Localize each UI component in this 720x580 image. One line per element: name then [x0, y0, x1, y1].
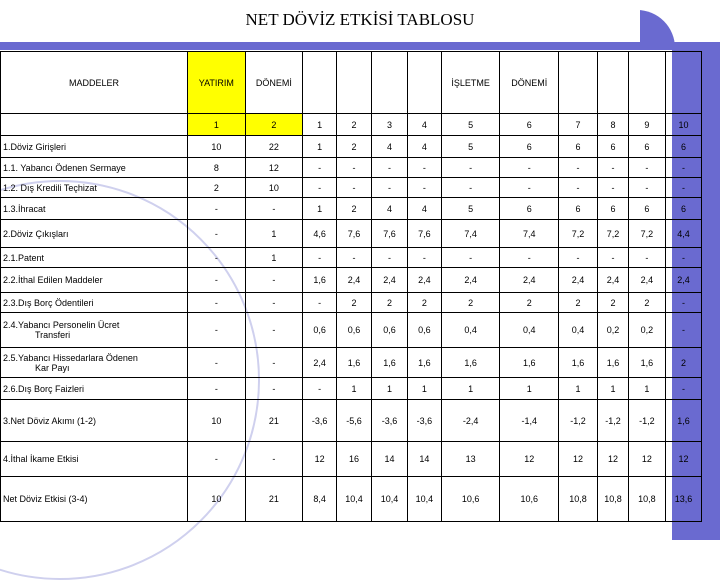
value-cell: -3,6 — [303, 400, 337, 442]
value-cell: - — [372, 248, 408, 268]
value-cell: 1 — [372, 378, 408, 400]
value-cell: 7,2 — [559, 220, 598, 248]
row-label: 2.2.İthal Edilen Maddeler — [1, 268, 188, 293]
value-cell: 12 — [665, 442, 701, 477]
value-cell: 10 — [188, 400, 246, 442]
row-label: 2.6.Dış Borç Faizleri — [1, 378, 188, 400]
value-cell: 2 — [372, 293, 408, 313]
period-cell: 2 — [245, 114, 303, 136]
table-row — [1, 313, 702, 348]
value-cell: - — [188, 220, 246, 248]
value-cell: 6 — [628, 136, 665, 158]
value-cell: - — [407, 178, 441, 198]
value-cell: -3,6 — [407, 400, 441, 442]
value-cell: 2,4 — [559, 268, 598, 293]
value-cell: 16 — [337, 442, 372, 477]
value-cell: 2,4 — [337, 268, 372, 293]
value-cell: 1,6 — [559, 348, 598, 378]
value-cell: 7,2 — [598, 220, 629, 248]
value-cell: - — [245, 378, 303, 400]
value-cell: 1,6 — [500, 348, 559, 378]
value-cell: - — [372, 178, 408, 198]
table-row — [1, 348, 702, 378]
value-cell: 6 — [598, 136, 629, 158]
value-cell: - — [337, 178, 372, 198]
value-cell: 2,4 — [598, 268, 629, 293]
value-cell: 10,4 — [337, 477, 372, 522]
table-row — [1, 198, 702, 220]
value-cell: 1,6 — [628, 348, 665, 378]
value-cell: 2 — [628, 293, 665, 313]
value-cell: 1 — [500, 378, 559, 400]
header-donemi-2: DÖNEMİ — [500, 52, 559, 114]
value-cell: - — [245, 313, 303, 348]
value-cell: 0,6 — [372, 313, 408, 348]
value-cell: 2,4 — [441, 268, 500, 293]
value-cell: - — [665, 178, 701, 198]
value-cell: -3,6 — [372, 400, 408, 442]
value-cell: 2 — [559, 293, 598, 313]
table-row — [1, 136, 702, 158]
value-cell: - — [245, 293, 303, 313]
period-cell: 9 — [628, 114, 665, 136]
row-label: 1.Döviz Girişleri — [1, 136, 188, 158]
value-cell: -1,2 — [559, 400, 598, 442]
value-cell: 1 — [245, 220, 303, 248]
value-cell: - — [665, 378, 701, 400]
value-cell: 12 — [500, 442, 559, 477]
row-label: 1.2. Dış Kredili Teçhizat — [1, 178, 188, 198]
value-cell: 2 — [337, 293, 372, 313]
value-cell: -1,2 — [628, 400, 665, 442]
value-cell: - — [188, 442, 246, 477]
table-row — [1, 248, 702, 268]
value-cell: 2,4 — [303, 348, 337, 378]
value-cell: 2 — [441, 293, 500, 313]
period-cell: 8 — [598, 114, 629, 136]
value-cell: 2 — [598, 293, 629, 313]
value-cell: - — [559, 158, 598, 178]
value-cell: - — [500, 248, 559, 268]
table-row — [1, 293, 702, 313]
value-cell: 14 — [372, 442, 408, 477]
row-label: 2.4.Yabancı Personelin Ücret Transferi — [1, 313, 188, 348]
row-label: 2.1.Patent — [1, 248, 188, 268]
value-cell: 12 — [559, 442, 598, 477]
value-cell: -1,2 — [598, 400, 629, 442]
value-cell: 1,6 — [372, 348, 408, 378]
value-cell: 4,6 — [303, 220, 337, 248]
header-yatirim: YATIRIM — [188, 52, 246, 114]
value-cell: 10 — [188, 477, 246, 522]
value-cell: 2 — [500, 293, 559, 313]
value-cell: 0,2 — [598, 313, 629, 348]
period-cell: 3 — [372, 114, 408, 136]
value-cell: 4 — [407, 198, 441, 220]
value-cell: 10,4 — [372, 477, 408, 522]
period-cell: 10 — [665, 114, 701, 136]
period-cell: 2 — [337, 114, 372, 136]
row-label: 2.3.Dış Borç Ödentileri — [1, 293, 188, 313]
value-cell: 10 — [245, 178, 303, 198]
value-cell: - — [245, 348, 303, 378]
value-cell: 8 — [188, 158, 246, 178]
row-label: 1.1. Yabancı Ödenen Sermaye — [1, 158, 188, 178]
table-row — [1, 442, 702, 477]
value-cell: 1 — [407, 378, 441, 400]
page-title: NET DÖVİZ ETKİSİ TABLOSU — [245, 10, 475, 29]
value-cell: 12 — [303, 442, 337, 477]
value-cell: 0,4 — [500, 313, 559, 348]
value-cell: 6 — [500, 198, 559, 220]
row-label: 4.İthal İkame Etkisi — [1, 442, 188, 477]
table-row — [1, 158, 702, 178]
table-row — [1, 178, 702, 198]
value-cell: 0,4 — [441, 313, 500, 348]
value-cell: - — [188, 248, 246, 268]
value-cell: - — [598, 158, 629, 178]
value-cell: 0,6 — [407, 313, 441, 348]
value-cell: 10,4 — [407, 477, 441, 522]
value-cell: 0,4 — [559, 313, 598, 348]
value-cell: - — [500, 178, 559, 198]
value-cell: - — [407, 158, 441, 178]
value-cell: 7,4 — [441, 220, 500, 248]
value-cell: 4 — [407, 136, 441, 158]
value-cell: 1 — [337, 378, 372, 400]
row-label: Net Döviz Etkisi (3-4) — [1, 477, 188, 522]
value-cell: 1 — [303, 136, 337, 158]
value-cell: 2 — [665, 348, 701, 378]
value-cell: 2 — [337, 198, 372, 220]
row-label: 2.5.Yabancı Hissedarlara Ödenen Kar Payı — [1, 348, 188, 378]
value-cell: 1,6 — [407, 348, 441, 378]
value-cell: 10,8 — [628, 477, 665, 522]
value-cell: - — [598, 178, 629, 198]
value-cell: - — [628, 158, 665, 178]
value-cell: - — [188, 268, 246, 293]
value-cell: - — [245, 442, 303, 477]
header-donemi-1: DÖNEMİ — [245, 52, 303, 114]
table-row — [1, 220, 702, 248]
value-cell: - — [188, 378, 246, 400]
value-cell: 5 — [441, 136, 500, 158]
value-cell: 4 — [372, 136, 408, 158]
value-cell: 1 — [628, 378, 665, 400]
period-cell: 4 — [407, 114, 441, 136]
value-cell: 1,6 — [598, 348, 629, 378]
value-cell: - — [628, 248, 665, 268]
value-cell: - — [303, 293, 337, 313]
header-maddeler: MADDELER — [1, 52, 188, 114]
value-cell: 7,4 — [500, 220, 559, 248]
value-cell: 6 — [628, 198, 665, 220]
value-cell: 13,6 — [665, 477, 701, 522]
net-fx-table — [0, 51, 702, 522]
value-cell: 10,8 — [559, 477, 598, 522]
value-cell: 7,6 — [372, 220, 408, 248]
value-cell: 1 — [245, 248, 303, 268]
value-cell: 2,4 — [500, 268, 559, 293]
value-cell: - — [245, 268, 303, 293]
value-cell: 2 — [407, 293, 441, 313]
value-cell: - — [188, 293, 246, 313]
row-label: 1.3.İhracat — [1, 198, 188, 220]
value-cell: 1,6 — [337, 348, 372, 378]
value-cell: - — [665, 248, 701, 268]
period-cell: 6 — [500, 114, 559, 136]
value-cell: 7,6 — [337, 220, 372, 248]
value-cell: 21 — [245, 477, 303, 522]
value-cell: 6 — [559, 136, 598, 158]
value-cell: - — [407, 248, 441, 268]
value-cell: 7,6 — [407, 220, 441, 248]
value-cell: 2,4 — [665, 268, 701, 293]
value-cell: 2,4 — [407, 268, 441, 293]
value-cell: - — [441, 248, 500, 268]
value-cell: - — [303, 158, 337, 178]
value-cell: - — [441, 158, 500, 178]
value-cell: - — [500, 158, 559, 178]
value-cell: 1 — [598, 378, 629, 400]
value-cell: 6 — [559, 198, 598, 220]
value-cell: 4 — [372, 198, 408, 220]
value-cell: - — [337, 248, 372, 268]
value-cell: 2,4 — [372, 268, 408, 293]
table-row — [1, 378, 702, 400]
value-cell: - — [559, 248, 598, 268]
value-cell: 2,4 — [628, 268, 665, 293]
value-cell: 14 — [407, 442, 441, 477]
value-cell: 1,6 — [665, 400, 701, 442]
row-label: 2.Döviz Çıkışları — [1, 220, 188, 248]
value-cell: - — [303, 178, 337, 198]
value-cell: 1 — [559, 378, 598, 400]
value-cell: 8,4 — [303, 477, 337, 522]
value-cell: 2 — [337, 136, 372, 158]
table-row — [1, 477, 702, 522]
period-cell: 5 — [441, 114, 500, 136]
value-cell: - — [665, 158, 701, 178]
value-cell: - — [372, 158, 408, 178]
value-cell: 10 — [188, 136, 246, 158]
value-cell: 5 — [441, 198, 500, 220]
table-row — [1, 400, 702, 442]
value-cell: -1,4 — [500, 400, 559, 442]
period-row — [1, 114, 702, 136]
value-cell: - — [441, 178, 500, 198]
value-cell: 1,6 — [303, 268, 337, 293]
value-cell: - — [337, 158, 372, 178]
value-cell: -5,6 — [337, 400, 372, 442]
value-cell: - — [665, 313, 701, 348]
value-cell: 13 — [441, 442, 500, 477]
value-cell: 6 — [598, 198, 629, 220]
period-cell: 1 — [188, 114, 246, 136]
value-cell: 6 — [665, 136, 701, 158]
value-cell: - — [598, 248, 629, 268]
value-cell: - — [188, 198, 246, 220]
value-cell: 4,4 — [665, 220, 701, 248]
value-cell: 10,6 — [500, 477, 559, 522]
value-cell: 2 — [188, 178, 246, 198]
value-cell: 22 — [245, 136, 303, 158]
value-cell: 12 — [628, 442, 665, 477]
period-cell: 1 — [303, 114, 337, 136]
value-cell: - — [188, 313, 246, 348]
value-cell: - — [559, 178, 598, 198]
value-cell: - — [245, 198, 303, 220]
value-cell: 0,6 — [303, 313, 337, 348]
value-cell: 1 — [303, 198, 337, 220]
value-cell: - — [628, 178, 665, 198]
value-cell: 0,2 — [628, 313, 665, 348]
value-cell: - — [188, 348, 246, 378]
value-cell: 0,6 — [337, 313, 372, 348]
period-cell: 7 — [559, 114, 598, 136]
value-cell: 6 — [665, 198, 701, 220]
value-cell: 7,2 — [628, 220, 665, 248]
value-cell: - — [665, 293, 701, 313]
value-cell: - — [303, 248, 337, 268]
header-isletme: İŞLETME — [441, 52, 500, 114]
value-cell: 21 — [245, 400, 303, 442]
value-cell: 1 — [441, 378, 500, 400]
value-cell: - — [303, 378, 337, 400]
row-label: 3.Net Döviz Akımı (1-2) — [1, 400, 188, 442]
header-row — [1, 52, 702, 114]
table-row — [1, 268, 702, 293]
value-cell: 12 — [598, 442, 629, 477]
value-cell: 10,6 — [441, 477, 500, 522]
value-cell: 6 — [500, 136, 559, 158]
value-cell: 1,6 — [441, 348, 500, 378]
value-cell: 10,8 — [598, 477, 629, 522]
value-cell: 12 — [245, 158, 303, 178]
value-cell: -2,4 — [441, 400, 500, 442]
